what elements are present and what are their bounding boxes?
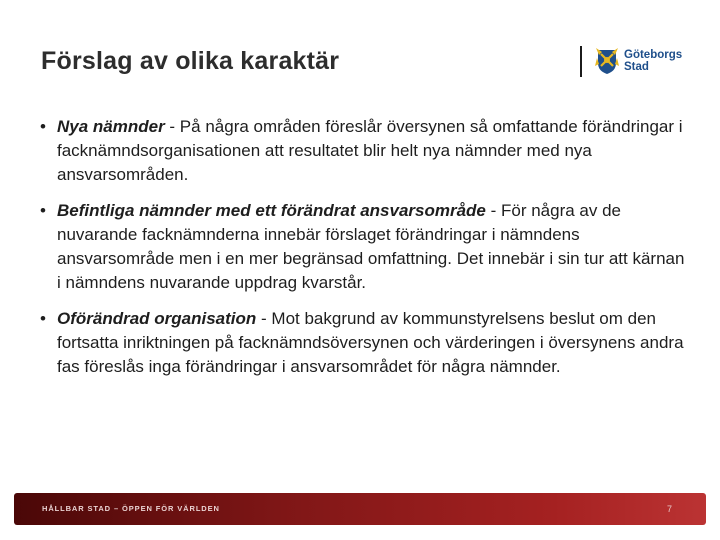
bullet-text: - På några områden föreslår översynen så omfattande förändringar i facknämndsorganisationen att resultatet blir helt nya nämnder med nya ansvarsområden. [57, 117, 683, 184]
bullet-dot: • [40, 201, 46, 220]
logo-name-line1: Göteborgs [624, 49, 683, 61]
bullet-item [40, 199, 690, 295]
logo-wordmark [624, 49, 682, 73]
logo-divider [580, 46, 582, 77]
logo-name-line2: Stad [624, 61, 649, 73]
goteborgs-stad-logo [580, 44, 682, 78]
page-number: 7 [666, 504, 672, 514]
footer-bar [14, 493, 706, 525]
footer-slogan: HÅLLBAR STAD – ÖPPEN FÖR VÄRLDEN [42, 504, 220, 513]
goteborg-crest-icon [594, 46, 620, 76]
bullet-text: - Mot bakgrund av kommunstyrelsens beslut om den fortsatta inriktningen på facknämndsöversynen och värderingen i översynens andra fas föreslås inga förändringar i ansvarsområdet för några nämnder. [57, 309, 684, 376]
bullet-list [40, 115, 690, 391]
bullet-dot: • [40, 117, 46, 136]
bullet-dot: • [40, 309, 46, 328]
bullet-term: Oförändrad organisation [57, 309, 257, 328]
bullet-item [40, 307, 690, 379]
bullet-term: Befintliga nämnder med ett förändrat ansvarsområde [57, 201, 486, 220]
bullet-text: - För några av de nuvarande facknämnderna innebär förslaget förändringar i nämndens ansvarsområde men i en mer begränsad omfattning. Det innebär i sin tur att kärnan i nämndens nuvarande uppdrag kvarstår. [57, 201, 685, 292]
slide-title: Förslag av olika karaktär [41, 47, 340, 75]
bullet-item [40, 115, 690, 187]
bullet-term: Nya nämnder [57, 117, 165, 136]
